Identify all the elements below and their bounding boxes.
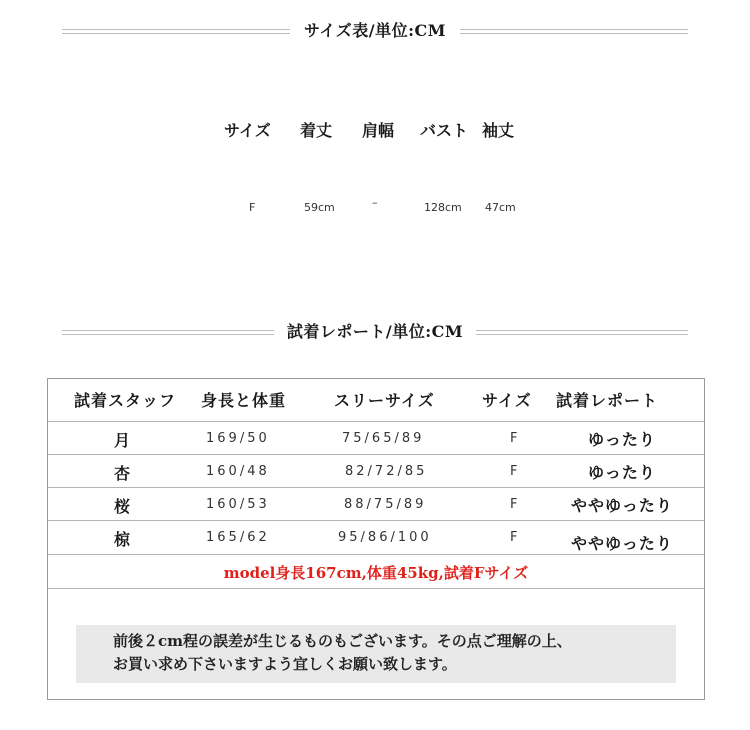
height-weight-value: 169/50 (206, 431, 270, 446)
three-size-value: 88/75/89 (344, 497, 427, 512)
row-divider (48, 454, 704, 455)
report-value: ややゆったり (571, 534, 673, 553)
sleeve-value: 47cm (485, 201, 516, 214)
row-divider (48, 421, 704, 422)
staff-name: 月 (114, 431, 131, 450)
size-value: F (510, 530, 518, 545)
row-divider (48, 487, 704, 488)
staff-name: 椋 (114, 530, 131, 549)
three-size-header: スリーサイズ (334, 391, 435, 410)
height-weight-value: 165/62 (206, 530, 270, 545)
three-size-value: 82/72/85 (345, 464, 428, 479)
disclaimer-box (76, 625, 676, 683)
report-value: ややゆったり (571, 496, 673, 515)
three-size-value: 95/86/100 (338, 530, 432, 545)
three-size-value: 75/65/89 (342, 431, 425, 446)
sleeve-header: 袖丈 (482, 121, 515, 140)
report-value: ゆったり (588, 463, 656, 482)
bust-header: バスト (420, 121, 469, 140)
size-header: サイズ (482, 391, 532, 410)
size-header: サイズ (224, 121, 271, 140)
size-value: F (249, 201, 256, 214)
fitting-report-heading-row (62, 318, 688, 346)
size-value: F (510, 431, 518, 446)
size-chart-heading-row (62, 17, 688, 45)
report-header: 試着レポート (556, 391, 659, 410)
shoulder-value: – (372, 196, 378, 209)
bust-value: 128cm (424, 201, 462, 214)
staff-header: 試着スタッフ (74, 391, 177, 410)
report-value: ゆったり (588, 430, 656, 449)
length-header: 着丈 (300, 121, 333, 140)
shoulder-header: 肩幅 (362, 121, 395, 140)
size-value: F (510, 497, 518, 512)
height-weight-value: 160/48 (206, 464, 270, 479)
disclaimer-line: お買い求め下さいますよう宜しくお願い致します。 (113, 655, 457, 673)
disclaimer-line: 前後２cm程の誤差が生じるものもございます。その点ご理解の上、 (113, 632, 572, 650)
size-value: F (510, 464, 518, 479)
row-divider (48, 554, 704, 555)
staff-name: 杏 (114, 464, 131, 483)
length-value: 59cm (304, 201, 335, 214)
model-info-note: model身長167cm,体重45kg,試着Fサイズ (223, 564, 529, 582)
height-weight-value: 160/53 (206, 497, 270, 512)
row-divider (48, 520, 704, 521)
staff-name: 桜 (114, 497, 131, 516)
height-weight-header: 身長と体重 (201, 391, 287, 410)
size-chart-heading: サイズ表/単位:CM (296, 21, 454, 40)
row-divider (48, 588, 704, 589)
fitting-report-heading: 試着レポート/単位:CM (279, 322, 471, 341)
